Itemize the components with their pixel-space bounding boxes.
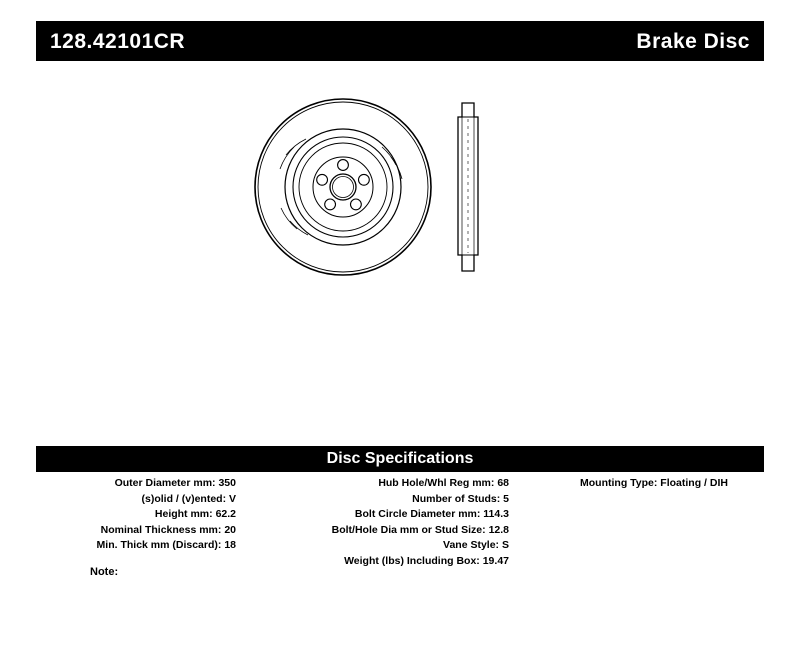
spec-row <box>36 476 236 492</box>
document-title: Brake Disc <box>636 29 750 53</box>
spec-value: 114.3 <box>483 508 509 520</box>
spec-value: 5 <box>503 492 509 505</box>
spec-row <box>241 476 509 492</box>
spec-row <box>36 523 236 539</box>
note-field <box>90 566 118 578</box>
spec-row <box>241 554 509 570</box>
spec-columns <box>36 476 764 586</box>
spec-label: Outer Diameter mm: <box>114 477 219 489</box>
spec-value: 68 <box>497 477 509 489</box>
spec-label: (s)olid / (v)ented: <box>141 492 229 505</box>
spec-row <box>36 538 236 554</box>
spec-row <box>241 507 509 523</box>
spec-label: Bolt/Hole Dia mm or Stud Size: <box>331 523 489 536</box>
spec-label: Hub Hole/Whl Reg mm: <box>378 477 498 489</box>
spec-value: 350 <box>218 477 236 489</box>
spec-label: Weight (lbs) Including Box: <box>344 554 483 567</box>
spec-label: Min. Thick mm (Discard): <box>96 539 225 551</box>
spec-value: Floating / DIH <box>660 477 728 489</box>
brake-rotor-edge-view <box>458 103 478 271</box>
spec-value: 19.47 <box>482 554 509 567</box>
spec-column-left <box>36 476 236 554</box>
spec-value: 18 <box>224 539 236 551</box>
spec-value: 20 <box>224 523 236 536</box>
spec-value: S <box>501 539 509 551</box>
spec-row <box>580 476 764 492</box>
spec-row <box>241 492 509 508</box>
spec-label: Number of Studs: <box>412 492 504 505</box>
spec-value: 12.8 <box>488 523 509 536</box>
spec-label: Height mm: <box>154 508 216 520</box>
spec-row <box>241 523 509 539</box>
note-label: Note: <box>90 566 119 578</box>
spec-section-title: Disc Specifications <box>36 446 764 472</box>
spec-value: V <box>228 492 236 505</box>
spec-label: Vane Style: <box>443 539 502 551</box>
spec-row <box>36 507 236 523</box>
spec-label: Mounting Type: <box>580 477 661 489</box>
brake-rotor-face-view <box>255 99 431 275</box>
spec-row <box>36 492 236 508</box>
spec-label: Bolt Circle Diameter mm: <box>354 508 484 520</box>
spec-row <box>241 538 509 554</box>
spec-column-middle <box>241 476 509 569</box>
product-drawing <box>250 95 550 290</box>
spec-column-right <box>514 476 764 492</box>
header-bar <box>36 21 764 61</box>
spec-label: Nominal Thickness mm: <box>100 523 225 536</box>
spec-value: 62.2 <box>215 508 236 520</box>
part-number: 128.42101CR <box>50 29 186 53</box>
